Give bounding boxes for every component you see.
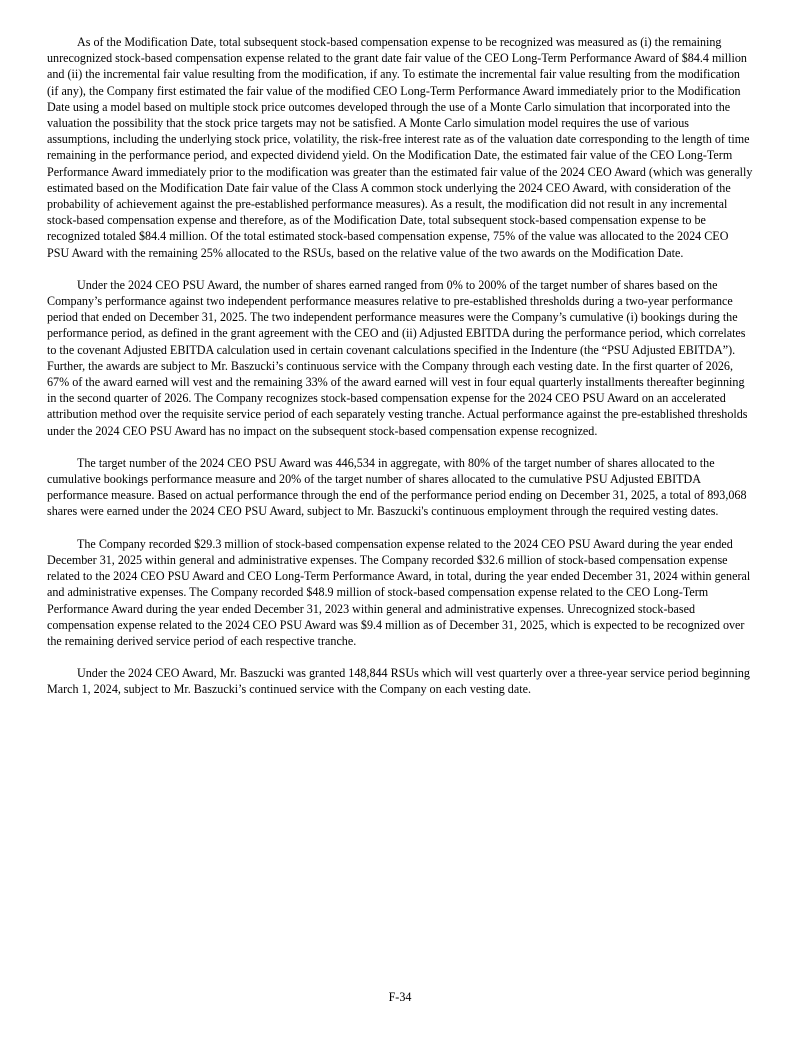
document-body (47, 34, 753, 714)
page-number: F-34 (388, 990, 412, 1004)
paragraph-psu-award-terms: Under the 2024 CEO PSU Award, the number of shares earned ranged from 0% to 200% of the target number of shares based on the Company’s performance against two independent performance measures relative to pre-established thresholds during a two-year performance period that ended on December 31, 2025. The two independent performance measures were the Company’s cumulative (i) bookings during the performance period, as defined in the grant agreement with the CEO and (ii) Adjusted EBITDA during the performance period, which correlates to the covenant Adjusted EBITDA calculation used in certain covenant calculations specified in the Indenture (the “PSU Adjusted EBITDA”). Further, the awards are subject to Mr. Baszucki’s continuous service with the Company through each vesting date. In the first quarter of 2026, 67% of the award earned will vest and the remaining 33% of the award earned will vest in four equal quarterly installments thereafter beginning in the second quarter of 2026. The Company recognizes stock-based compensation expense for the 2024 CEO PSU Award on an accelerated attribution method over the requisite service period of each separately vesting tranche. Actual performance against the pre-established thresholds under the 2024 CEO PSU Award has no impact on the subsequent stock-based compensation expense recognized. (47, 277, 748, 438)
paragraph-expense-recorded: The Company recorded $29.3 million of stock-based compensation expense related to the 2024 CEO PSU Award during the year ended December 31, 2025 within general and administrative expenses. The Company recorded $32.6 million of stock-based compensation expense related to the 2024 CEO PSU Award and CEO Long-Term Performance Award, in total, during the year ended December 31, 2024 within general and administrative expenses. The Company recorded $48.9 million of stock-based compensation expense related to the CEO Long-Term Performance Award during the year ended December 31, 2023 within general and administrative expenses. Unrecognized stock-based compensation expense related to the 2024 CEO PSU Award was $9.4 million as of December 31, 2025, which is expected to be recognized over the remaining derived service period of each respective tranche. (47, 536, 751, 648)
paragraph-target-shares: The target number of the 2024 CEO PSU Award was 446,534 in aggregate, with 80% of the target number of shares allocated to the cumulative bookings performance measure and 20% of the target number of shares allocated to the cumulative PSU Adjusted EBITDA performance measure. Based on actual performance through the end of the performance period ending on December 31, 2025, a total of 893,068 shares were earned under the 2024 CEO PSU Award, subject to Mr. Baszucki's continuous employment through the required vesting dates. (47, 455, 747, 519)
paragraph-modification-date: As of the Modification Date, total subsequent stock-based compensation expense to be recognized was measured as (i) the remaining unrecognized stock-based compensation expense related to the grant date fair value of the CEO Long-Term Performance Award of $84.4 million and (ii) the incremental fair value resulting from the modification, if any. To estimate the incremental fair value resulting from the modification (if any), the Company first estimated the fair value of the modified CEO Long-Term Performance Award immediately prior to the Modification Date using a model based on multiple stock price outcomes developed through the use of a Monte Carlo simulation that incorporated into the valuation the possibility that the stock price targets may not be satisfied. A Monte Carlo simulation model requires the use of various assumptions, including the underlying stock price, volatility, the risk-free interest rate as of the valuation date corresponding to the length of time remaining in the performance period, and expected dividend yield. On the Modification Date, the estimated fair value of the CEO Long-Term Performance Award immediately prior to the modification was greater than the estimated fair value of the 2024 CEO Award (which was generally estimated based on the Modification Date fair value of the Class A common stock underlying the 2024 CEO Award, with consideration of the probability of achievement against the pre-established performance measures). As a result, the modification did not result in any incremental stock-based compensation expense and therefore, as of the Modification Date, total subsequent stock-based compensation expense to be recognized totaled $84.4 million. Of the total estimated stock-based compensation expense, 75% of the value was allocated to the 2024 CEO PSU Award with the remaining 25% allocated to the RSUs, based on the relative value of the two awards on the Modification Date. (47, 35, 753, 260)
paragraph-rsu-grant: Under the 2024 CEO Award, Mr. Baszucki was granted 148,844 RSUs which will vest quarterly over a three-year service period beginning March 1, 2024, subject to Mr. Baszucki’s continued service with the Company on each vesting date. (47, 666, 750, 697)
